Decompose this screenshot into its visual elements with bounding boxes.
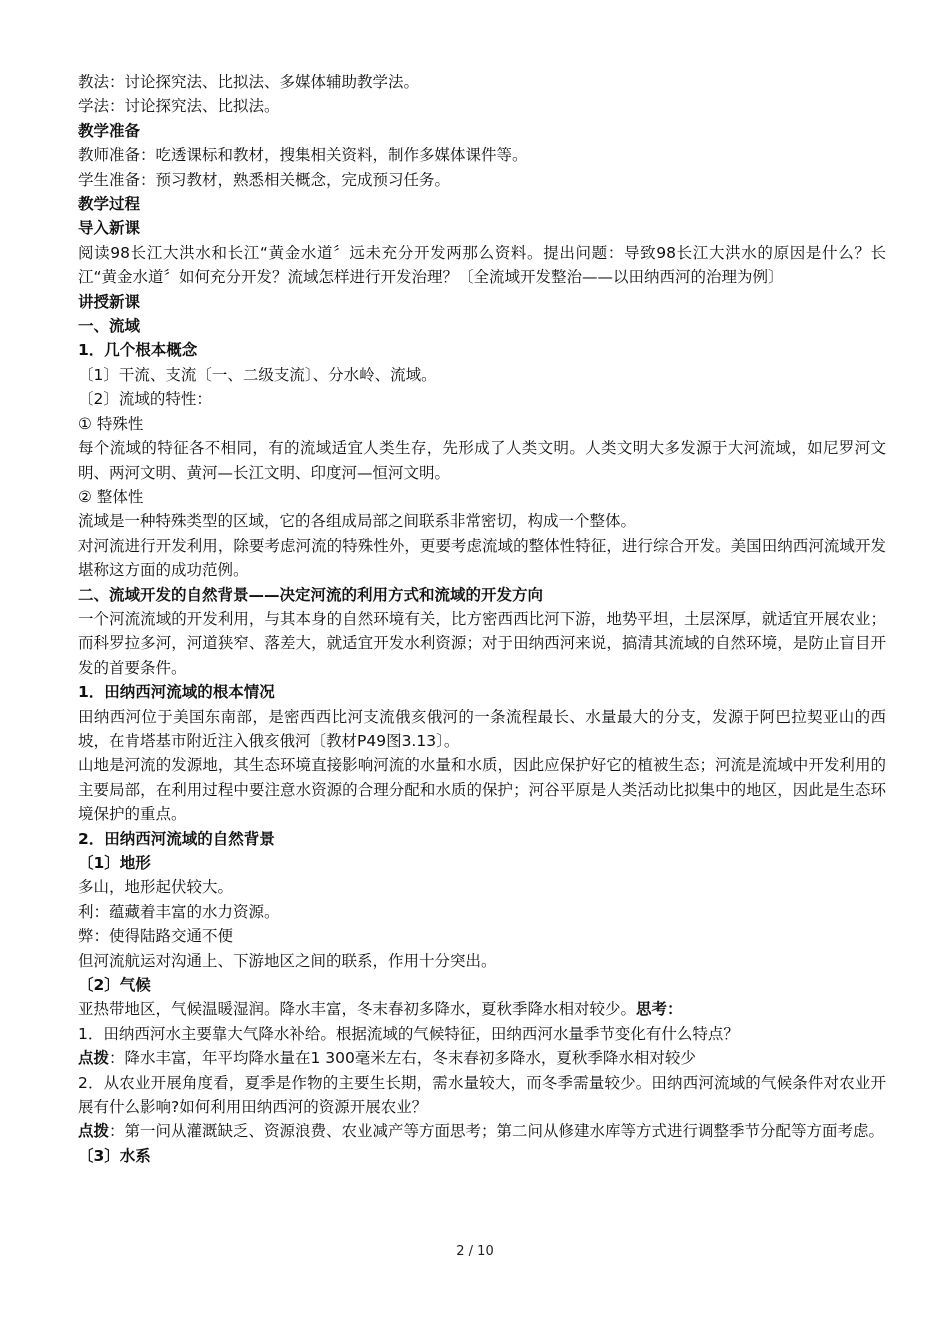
section-heading: 一、流域 [78,317,141,336]
subsection-heading: 〔1〕地形 [78,854,151,872]
paragraph: 对河流进行开发利用，除要考虑河流的特殊性外，更要考虑流域的整体性特征，进行综合开发。美国田纳西河流域开发堪称这方面的成功范例。 [78,536,886,580]
text-line: 但河流航运对沟通上、下游地区之间的联系，作用十分突出。 [78,951,497,970]
text-line: 教师准备：吃透课标和教材，搜集相关资料，制作多媒体课件等。 [78,146,528,165]
subsection-heading: 〔3〕水系 [78,1146,151,1165]
text-line: ① 特殊性 [78,414,144,433]
text-line: 学法：讨论探究法、比拟法。 [78,97,280,116]
hint-label: 点拨 [78,1049,110,1068]
section-heading: 导入新课 [78,219,141,238]
text-line: 多山，地形起伏较大。 [78,878,234,897]
text-line: 弊：使得陆路交通不便 [78,927,234,946]
paragraph: 阅读98长江大洪水和长江“黄金水道〞远未充分开发两那么资料。提出问题：导致98长江大洪水的原因是什么？长江“黄金水道〞如何充分开发？流域怎样进行开发治理？〔全流域开发整治——以田纳西河的治理为例〕 [78,243,886,287]
text-line: 〔2〕流域的特性： [78,390,212,409]
page-number: 2 / 10 [456,1244,494,1259]
section-heading: 二、流域开发的自然背景——决定河流的利用方式和流域的开发方向 [78,585,544,604]
subsection-heading: 1．几个根本概念 [78,341,198,360]
text-line [68,997,886,1021]
paragraph [68,1119,886,1143]
section-heading: 讲授新课 [78,292,141,311]
section-heading: 教学过程 [78,195,141,214]
subsection-heading: 2．田纳西河流域的自然背景 [78,829,275,848]
paragraph: 一个河流流域的开发利用，与其本身的自然环境有关，比方密西西比河下游，地势平坦，土层深厚，就适宜开展农业；而科罗拉多河，河道狭窄、落差大，就适宜开发水利资源；对于田纳西河来说，搞清其流域的自然环境，是防止盲目开发的首要条件。 [78,609,886,677]
paragraph: 田纳西河位于美国东南部，是密西西比河支流俄亥俄河的一条流程最长、水量最大的分支，发源于阿巴拉契亚山的西坡，在肯塔基市附近注入俄亥俄河〔教材P49图3.13〕。 [78,707,886,750]
climate-text: 亚热带地区，气候温暖湿润。降水丰富，冬末春初多降水，夏秋季降水相对较少。 [78,1000,637,1019]
section-heading: 教学准备 [78,121,141,140]
text-line: 〔1〕干流、支流〔一、二级支流〕、分水岭、流域。 [78,365,437,384]
document-body [68,70,886,1168]
text-line: 流域是一种特殊类型的区域，它的各组成局部之间联系非常密切，构成一个整体。 [78,512,637,531]
subsection-heading: 1．田纳西河流域的根本情况 [78,683,275,702]
text-line: 学生准备：预习教材，熟悉相关概念，完成预习任务。 [78,170,451,189]
text-line: 1．田纳西河水主要靠大气降水补给。根据流域的气候特征，田纳西河水量季节变化有什么特点？ [78,1024,739,1043]
text-line: 教法：讨论探究法、比拟法、多媒体辅助教学法。 [78,73,420,91]
paragraph: 山地是河流的发源地，其生态环境直接影响河流的水量和水质，因此应保护好它的植被生态；河流是流域中开发利用的主要局部，在利用过程中要注意水资源的合理分配和水质的保护；河谷平原是人类活动比拟集中的地区，因此是生态环境保护的重点。 [78,756,886,824]
hint-text: ：降水丰富，年平均降水量在1 300毫米左右，冬末春初多降水，夏秋季降水相对较少 [109,1049,696,1068]
paragraph: 每个流域的特征各不相同，有的流域适宜人类生存，先形成了人类文明。人类文明大多发源于大河流域，如尼罗河文明、两河文明、黄河—长江文明、印度河—恒河文明。 [78,439,886,482]
subsection-heading: 〔2〕气候 [78,976,151,995]
paragraph: 2．从农业开展角度看，夏季是作物的主要生长期，需水量较大，而冬季需量较少。田纳西河流域的气候条件对农业开展有什么影响?如何利用田纳西河的资源开展农业？ [78,1073,886,1117]
hint-text: ：第一问从灌溉缺乏、资源浪费、农业减产等方面思考；第二问从修建水库等方式进行调整季节分配等方面考虑。 [109,1122,885,1141]
text-line: 利：蕴藏着丰富的水力资源。 [78,902,280,921]
text-line: ② 整体性 [78,487,144,506]
hint-label: 点拨 [78,1122,110,1141]
text-line [68,1046,886,1070]
think-label: 思考： [636,1000,683,1019]
